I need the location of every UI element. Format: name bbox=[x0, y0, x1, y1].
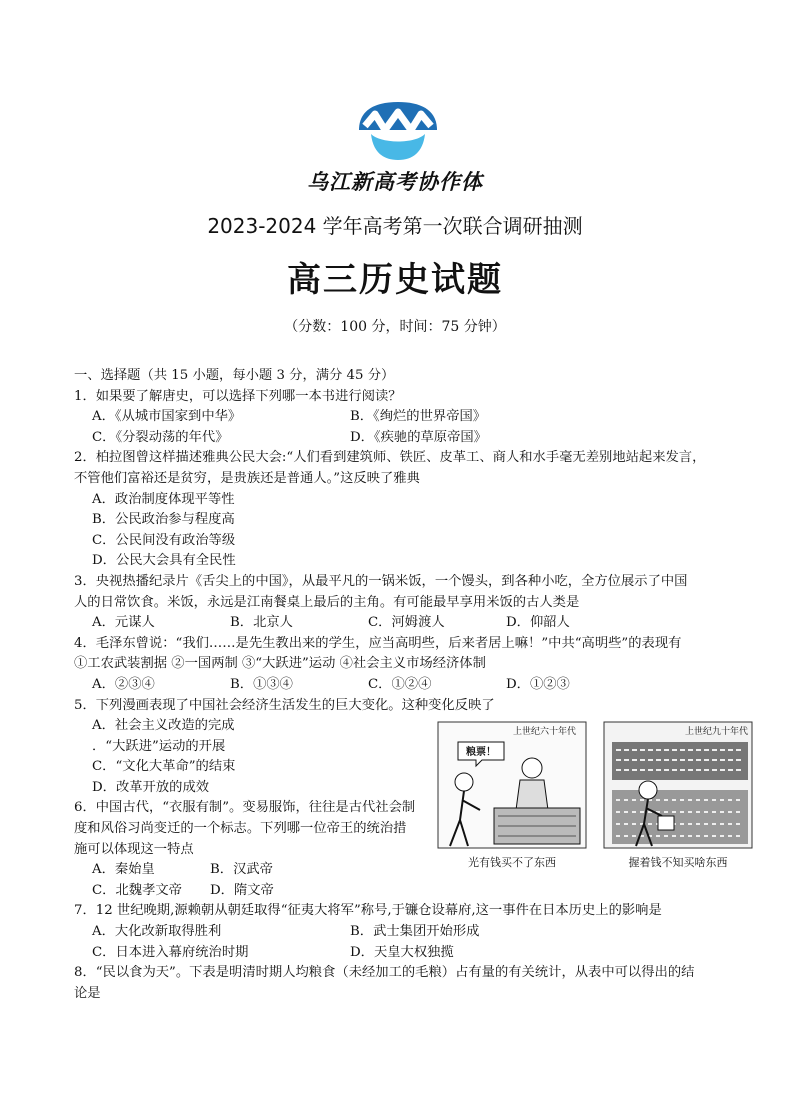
question-5-option-c: C．“文化大革命”的结束 bbox=[92, 759, 236, 775]
question-6-stem-line-2: 度和风俗习尚变迁的一个标志。下列哪一位帝王的统治措 bbox=[74, 821, 407, 837]
question-1-option-b: B．《绚烂的世界帝国》 bbox=[350, 409, 487, 425]
question-7-option-b: B．武士集团开始形成 bbox=[350, 924, 480, 940]
cartoon-right-panel bbox=[604, 722, 752, 848]
question-4-option-c: C．①②④ bbox=[368, 676, 432, 692]
question-3-option-d: D．仰韶人 bbox=[506, 615, 570, 631]
score-info: （分数：100 分，时间：75 分钟） bbox=[284, 319, 506, 335]
question-5-option-a: A．社会主义改造的完成 bbox=[92, 718, 235, 734]
organization-name: 乌江新高考协作体 bbox=[307, 170, 483, 194]
question-1-option-a: A．《从城市国家到中华》 bbox=[92, 409, 242, 425]
cartoon-left-speech: 粮票！ bbox=[466, 747, 496, 758]
cartoon-left-panel bbox=[438, 722, 586, 848]
question-2-option-d: D．公民大会具有全民性 bbox=[92, 553, 236, 569]
question-4-stem-line-2: ①工农武装割据 ②一国两制 ③“大跃进”运动 ④社会主义市场经济体制 bbox=[74, 656, 486, 672]
question-6-stem-line-1: 6．中国古代，“衣服有制”。变易服饰，往往是古代社会制 bbox=[74, 800, 416, 816]
question-2-option-a: A．政治制度体现平等性 bbox=[92, 491, 235, 507]
cartoon-right-caption: 握着钱不知买啥东西 bbox=[628, 856, 728, 869]
question-6-option-b: B．汉武帝 bbox=[210, 862, 273, 878]
question-7-options-2 bbox=[74, 943, 742, 964]
question-7-options bbox=[74, 922, 742, 943]
page-title: 高三历史试题 bbox=[287, 260, 503, 300]
question-2-stem-line-2: 不管他们富裕还是贫穷，是贵族还是普通人。”这反映了雅典 bbox=[74, 470, 420, 486]
question-2-stem-line-1: 2．柏拉图曾这样描述雅典公民大会:“人们看到建筑师、铁匠、皮革工、商人和水手毫无差别地站起来发言， bbox=[74, 450, 706, 466]
question-2-option-b: B．公民政治参与程度高 bbox=[92, 512, 235, 528]
organization-logo bbox=[355, 100, 441, 164]
question-1-options bbox=[74, 407, 742, 428]
question-4-stem-line-1: 4．毛泽东曾说：“我们……是先生教出来的学生，应当高明些，后来者居上嘛！”中共“高明些”的表现有 bbox=[74, 635, 682, 651]
question-5-option-d: D．改革开放的成效 bbox=[92, 779, 210, 795]
question-3-options bbox=[74, 613, 742, 634]
question-1-option-c: C．《分裂动荡的年代》 bbox=[92, 429, 229, 445]
question-4-option-a: A．②③④ bbox=[92, 676, 155, 692]
question-6-options-2 bbox=[74, 881, 742, 902]
cartoon-illustration bbox=[436, 720, 754, 870]
question-8-stem-line-1: 8．“民以食为天”。下表是明清时期人均粮食（未经加工的毛粮）占有量的有关统计，从表中可以得出的结 bbox=[74, 965, 695, 981]
question-7-option-a: A．大化改新取得胜利 bbox=[92, 924, 222, 940]
section-heading: 一、选择题（共 15 小题，每小题 3 分，满分 45 分） bbox=[74, 368, 395, 383]
question-7-option-d: D．天皇大权独揽 bbox=[350, 944, 454, 960]
question-5-option-b: ．“大跃进”运动的开展 bbox=[92, 738, 226, 754]
question-3-stem-line-2: 人的日常饮食。米饭，永远是江南餐桌上最后的主角。有可能最早享用米饭的古人类是 bbox=[74, 594, 580, 610]
question-3-stem-line-1: 3．央视热播纪录片《舌尖上的中国》，从最平凡的一锅米饭，一个馒头，到各种小吃，全方位展示了中国 bbox=[74, 573, 688, 589]
question-1-option-d: D．《疾驰的草原帝国》 bbox=[350, 429, 487, 445]
question-3-option-b: B．北京人 bbox=[230, 615, 293, 631]
question-3-option-c: C．河姆渡人 bbox=[368, 615, 445, 631]
question-6-option-a: A．秦始皇 bbox=[92, 862, 155, 878]
question-8-stem-line-2: 论是 bbox=[74, 985, 101, 1001]
question-7-stem: 7．12 世纪晚期,源赖朝从朝廷取得“征夷大将军”称号,于镰仓设幕府,这一事件在日本历史上的影响是 bbox=[74, 903, 662, 919]
question-4-options bbox=[74, 675, 742, 696]
question-6-option-c: C．北魏孝文帝 bbox=[92, 882, 182, 898]
question-5-stem: 5．下列漫画表现了中国社会经济生活发生的巨大变化。这种变化反映了 bbox=[74, 697, 495, 713]
exam-subtitle: 2023-2024 学年高考第一次联合调研抽测 bbox=[207, 214, 583, 238]
cartoon-left-era: 上世纪六十年代 bbox=[512, 727, 576, 737]
question-4-option-d: D．①②③ bbox=[506, 676, 570, 692]
question-1-options-2 bbox=[74, 428, 742, 449]
question-3-option-a: A．元谋人 bbox=[92, 615, 155, 631]
question-2-option-c: C．公民间没有政治等级 bbox=[92, 532, 236, 548]
cartoon-right-era: 上世纪九十年代 bbox=[684, 727, 748, 737]
question-6-stem-line-3: 施可以体现这一特点 bbox=[74, 841, 194, 857]
question-6-option-d: D．隋文帝 bbox=[210, 882, 274, 898]
question-list bbox=[74, 366, 742, 1004]
question-4-option-b: B．①③④ bbox=[230, 676, 293, 692]
question-7-option-c: C．日本进入幕府统治时期 bbox=[92, 944, 249, 960]
question-1-stem: 1．如果要了解唐史，可以选择下列哪一本书进行阅读？ bbox=[74, 388, 402, 404]
cartoon-left-caption: 光有钱买不了东西 bbox=[468, 856, 556, 869]
